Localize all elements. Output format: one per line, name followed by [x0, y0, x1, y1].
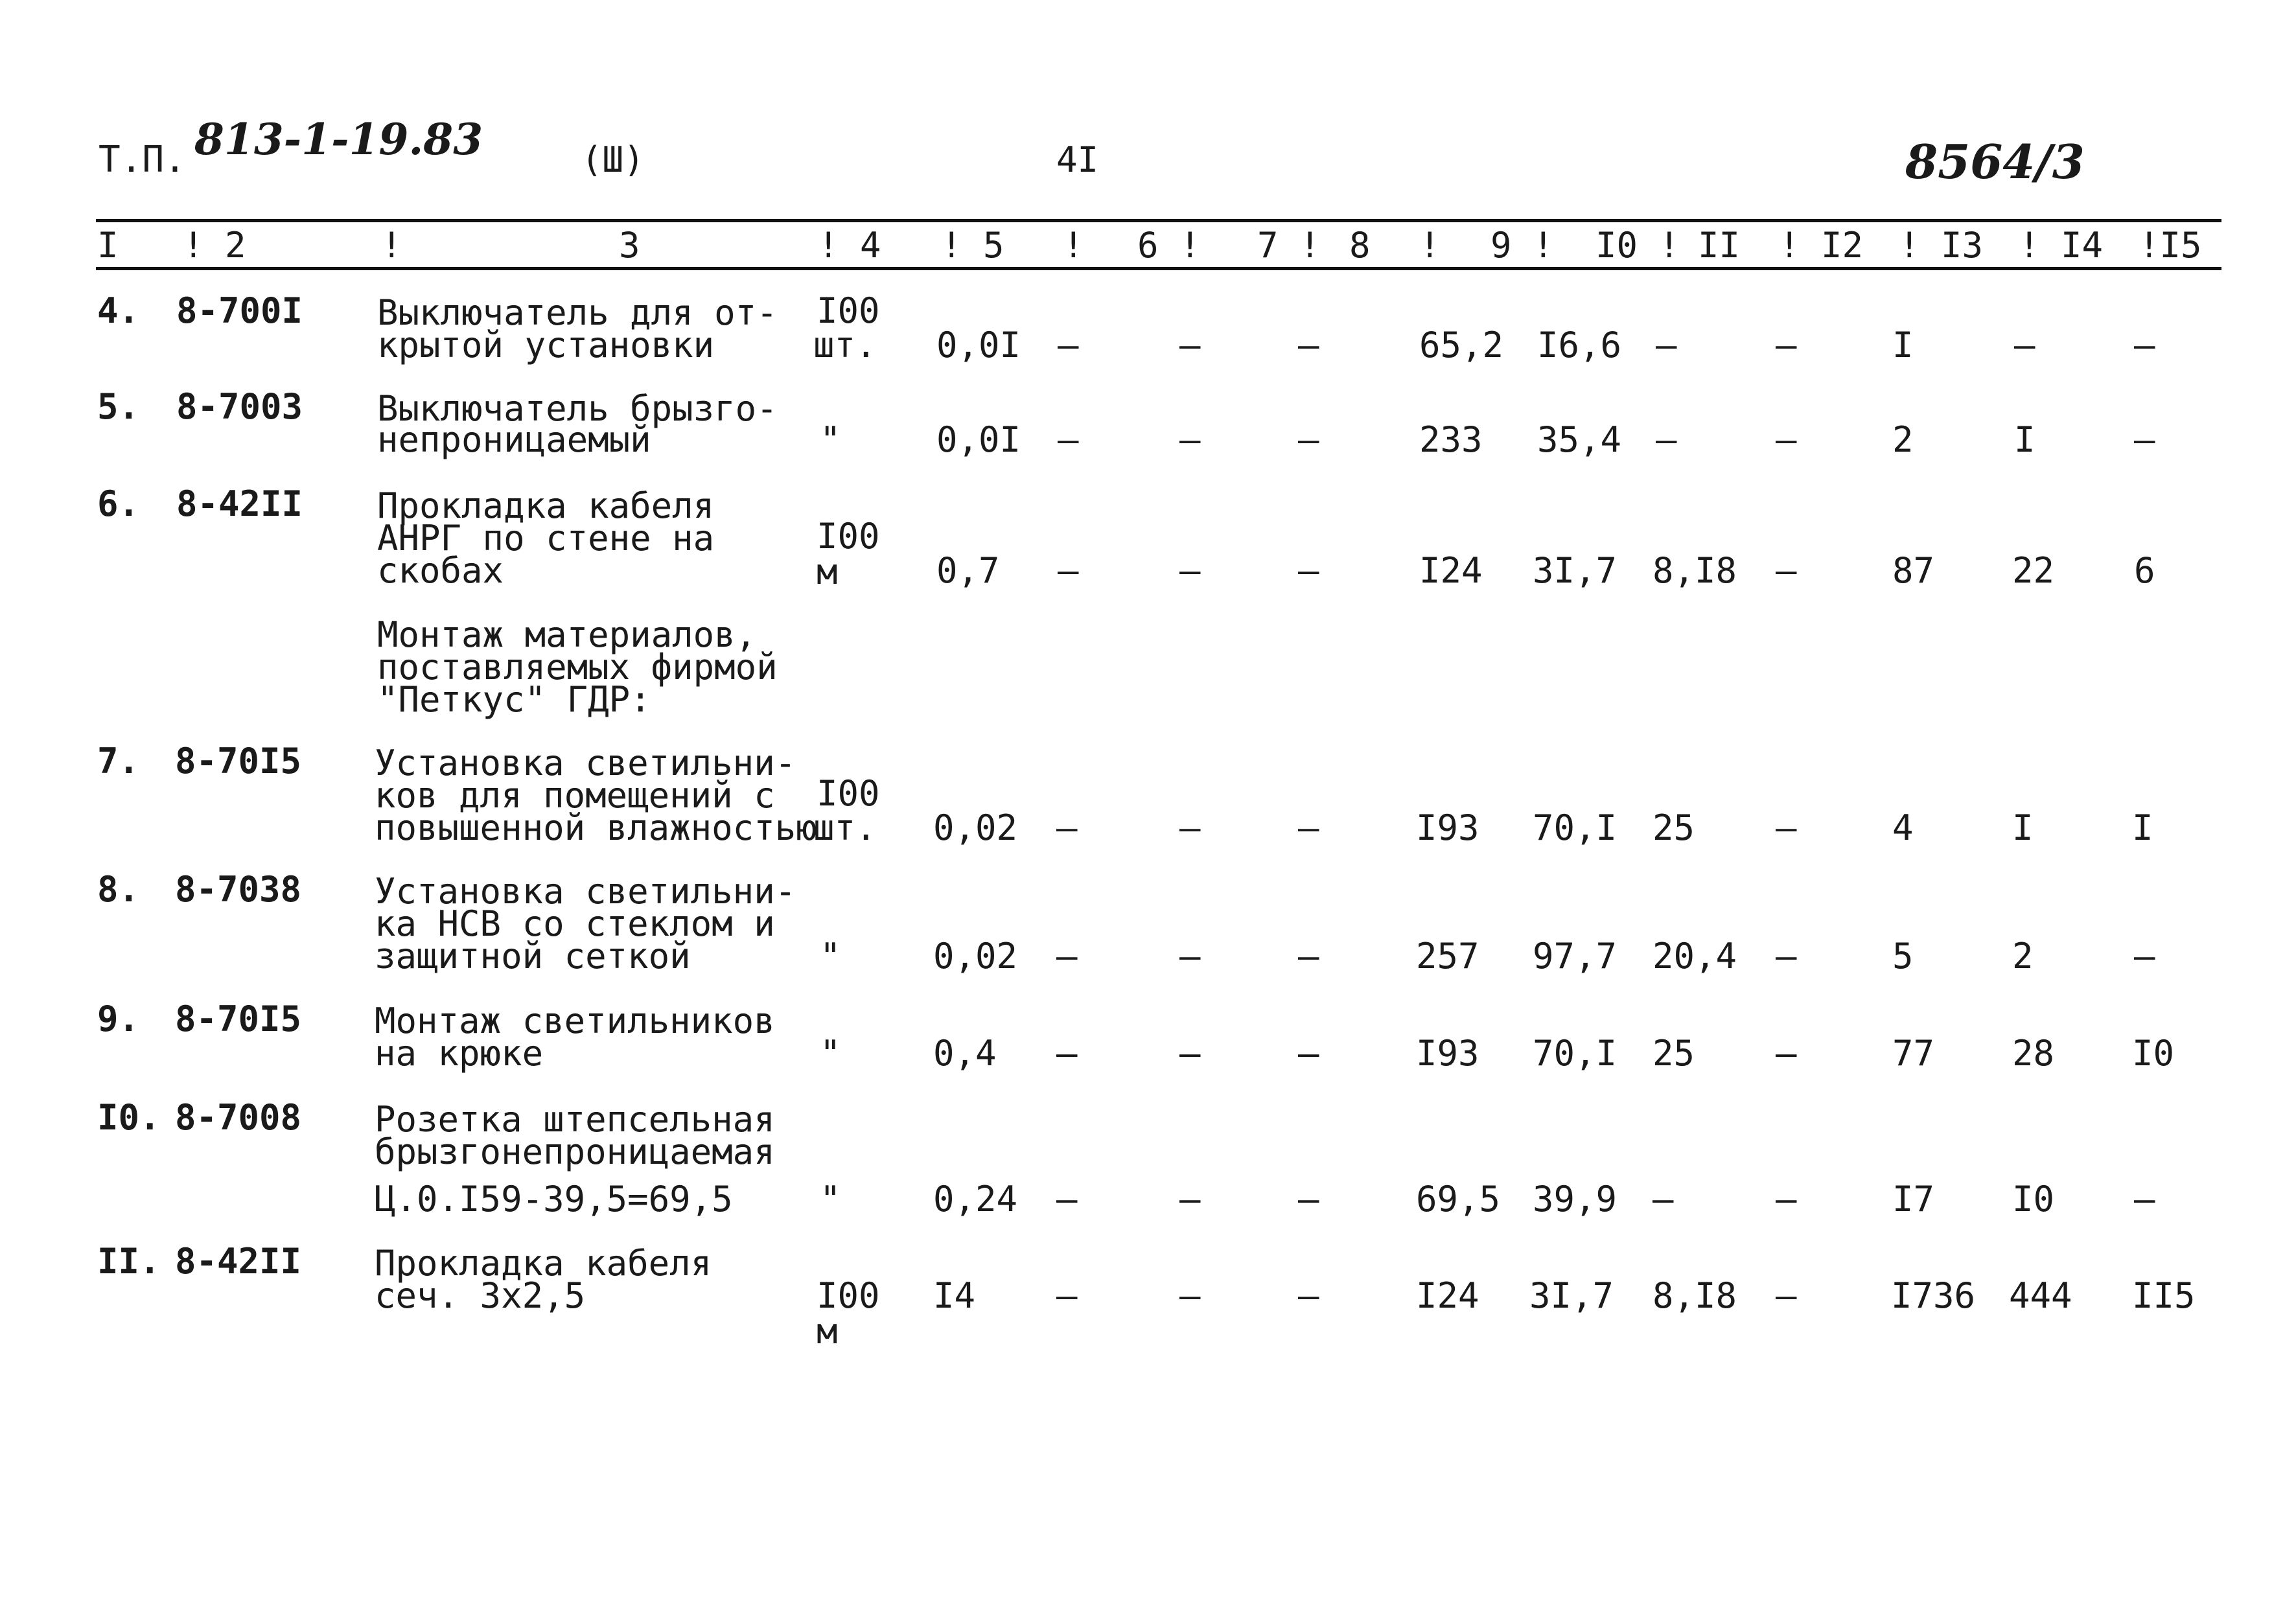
cell-col13: I	[1892, 325, 1914, 365]
rate-code: 8-42II	[175, 1241, 302, 1282]
row-number: 8.	[97, 869, 140, 910]
cell-col13: I7	[1892, 1179, 1935, 1220]
cell-col12: –	[1776, 936, 1797, 977]
work-description: сеч. 3х2,5	[375, 1275, 586, 1316]
col-header-12: ! I2	[1779, 225, 1864, 266]
cell-col10: 97,7	[1533, 936, 1618, 977]
cell-col15: I	[2132, 807, 2153, 848]
rate-code: 8-70I5	[175, 741, 302, 781]
cell-col10: 35,4	[1537, 419, 1622, 460]
col-header-6: 6 !	[1137, 225, 1201, 266]
col-header-5: ! 5	[941, 225, 1004, 266]
rate-code: 8-7008	[175, 1097, 302, 1138]
rate-code: 8-42II	[176, 483, 303, 524]
cell-col12: –	[1776, 1275, 1797, 1316]
rate-code: 8-7003	[176, 386, 303, 427]
cell-col8: –	[1298, 419, 1319, 460]
cell-col15: –	[2134, 419, 2155, 460]
row-number: 4.	[97, 290, 140, 331]
cell-col8: –	[1298, 550, 1319, 591]
row-number: 6.	[97, 483, 140, 524]
cell-col6: –	[1058, 550, 1079, 591]
cell-col14: 444	[2009, 1275, 2072, 1316]
cell-col11: 25	[1652, 1033, 1695, 1074]
work-description: Прокладка кабеля	[377, 485, 715, 526]
cell-col14: I0	[2012, 1179, 2055, 1220]
cell-col11: –	[1656, 325, 1677, 365]
cell-col9: 257	[1416, 936, 1479, 977]
row-number: 7.	[97, 741, 140, 781]
unit: I00	[817, 290, 880, 331]
cell-col10: 70,I	[1533, 807, 1618, 848]
unit: "	[820, 1033, 841, 1074]
cell-col6: –	[1058, 419, 1079, 460]
cell-col6: –	[1056, 1033, 1078, 1074]
cell-col8: –	[1298, 936, 1319, 977]
cell-col7: –	[1179, 325, 1201, 365]
quantity: 0,0I	[936, 419, 1021, 460]
col-header-8: 8	[1349, 225, 1371, 266]
cell-col15: II5	[2132, 1275, 2196, 1316]
col-header-9: 9 !	[1490, 225, 1554, 266]
cell-col12: –	[1776, 419, 1797, 460]
section-label: (Ш)	[581, 139, 645, 180]
note-line: поставляемых фирмой	[377, 647, 778, 688]
cell-col12: –	[1776, 550, 1797, 591]
rate-code: 8-700I	[176, 290, 303, 331]
quantity: 0,7	[936, 550, 1000, 591]
cell-col7: –	[1179, 1179, 1201, 1220]
cell-col13: 5	[1892, 936, 1914, 977]
cell-col11: –	[1652, 1179, 1674, 1220]
work-description: на крюке	[375, 1033, 544, 1074]
tp-prefix: Т.П.	[99, 139, 186, 181]
cell-col14: –	[2014, 325, 2035, 365]
cell-col15: –	[2134, 325, 2155, 365]
work-description: крытой установки	[377, 325, 715, 365]
cell-col7: –	[1179, 1033, 1201, 1074]
work-description: ков для помещений с	[375, 775, 775, 816]
col-header-2: ! 2	[183, 225, 246, 266]
unit: шт.	[813, 807, 877, 848]
cell-col10: 70,I	[1533, 1033, 1618, 1074]
quantity: 0,4	[933, 1033, 997, 1074]
cell-col13: I736	[1891, 1275, 1976, 1316]
cell-col8: –	[1298, 807, 1319, 848]
cell-col9: 233	[1419, 419, 1483, 460]
cell-col12: –	[1776, 325, 1797, 365]
cell-col8: –	[1298, 1275, 1319, 1316]
work-description: Монтаж светильников	[375, 1000, 775, 1041]
note-line: "Петкус" ГДР:	[377, 679, 651, 720]
cell-col12: –	[1776, 1179, 1797, 1220]
cell-col11: 8,I8	[1652, 550, 1737, 591]
cell-col11: 8,I8	[1652, 1275, 1737, 1316]
cell-col7: –	[1179, 1275, 1201, 1316]
work-description: скобах	[377, 550, 504, 591]
work-description: защитной сеткой	[375, 936, 691, 977]
unit: м	[817, 1311, 838, 1352]
unit: "	[820, 936, 841, 977]
cell-col7: –	[1179, 936, 1201, 977]
cell-col14: 28	[2012, 1033, 2055, 1074]
work-description: непроницаемый	[377, 419, 651, 460]
cell-col9: 65,2	[1419, 325, 1504, 365]
quantity: I4	[933, 1275, 976, 1316]
row-number: II.	[97, 1241, 161, 1282]
work-description: повышенной влажностью	[375, 807, 817, 848]
cell-col11: –	[1656, 419, 1677, 460]
col-header-11: II	[1698, 225, 1741, 266]
work-description: Прокладка кабеля	[375, 1243, 712, 1284]
unit: "	[820, 1179, 841, 1220]
cell-col10: 3I,7	[1533, 550, 1618, 591]
work-description: Установка светильни-	[375, 743, 796, 783]
cell-col7: –	[1179, 419, 1201, 460]
cell-col6: –	[1056, 1275, 1078, 1316]
work-description: ка НСВ со стеклом и	[375, 903, 775, 944]
cell-col13: 2	[1892, 419, 1914, 460]
cell-col13: 4	[1892, 807, 1914, 848]
quantity: 0,24	[933, 1179, 1018, 1220]
row-number: 5.	[97, 386, 140, 427]
cell-col12: –	[1776, 1033, 1797, 1074]
col-header-14: ! I4	[2019, 225, 2104, 266]
unit: I00	[817, 1275, 880, 1316]
quantity: 0,02	[933, 807, 1018, 848]
quantity: 0,0I	[936, 325, 1021, 365]
doc-code: 8564/3	[1905, 134, 2085, 189]
work-description: Выключатель брызго-	[377, 388, 778, 429]
cell-col10: I6,6	[1537, 325, 1622, 365]
cell-col15: –	[2134, 1179, 2155, 1220]
header-rule-bottom	[96, 267, 2221, 270]
quantity: 0,02	[933, 936, 1018, 977]
col-header-sep2: !	[1063, 225, 1084, 266]
col-header-7: 7 !	[1257, 225, 1321, 266]
cell-col11: 20,4	[1652, 936, 1737, 977]
cell-col13: 87	[1892, 550, 1935, 591]
tp-number: 813-1-19.83	[194, 114, 483, 165]
cell-col7: –	[1179, 550, 1201, 591]
note-line: Монтаж материалов,	[377, 614, 757, 655]
cell-col6: –	[1056, 1179, 1078, 1220]
unit: шт.	[813, 325, 877, 365]
work-description: АНРГ по стене на	[377, 518, 715, 559]
cell-col10: 39,9	[1533, 1179, 1618, 1220]
cell-col9: I93	[1416, 807, 1479, 848]
cell-col9: 69,5	[1416, 1179, 1501, 1220]
col-header-13: ! I3	[1899, 225, 1984, 266]
cell-col14: I	[2014, 419, 2035, 460]
cell-col6: –	[1056, 807, 1078, 848]
cell-col9: I24	[1419, 550, 1483, 591]
work-description: брызгонепроницаемая	[375, 1131, 775, 1172]
cell-col14: 22	[2012, 550, 2055, 591]
cell-col12: –	[1776, 807, 1797, 848]
cell-col10: 3I,7	[1529, 1275, 1614, 1316]
cell-col9: I93	[1416, 1033, 1479, 1074]
col-header-sep3: !	[1419, 225, 1441, 266]
col-header-3: 3	[619, 225, 640, 266]
work-description: Розетка штепсельная	[375, 1099, 775, 1140]
work-description: Установка светильни-	[375, 871, 796, 912]
col-header-1: I	[97, 225, 119, 266]
unit: м	[817, 551, 838, 592]
cell-col11: 25	[1652, 807, 1695, 848]
cell-col14: 2	[2012, 936, 2034, 977]
work-description: Ц.0.I59-39,5=69,5	[375, 1179, 733, 1220]
cell-col15: 6	[2134, 550, 2155, 591]
cell-col15: –	[2134, 936, 2155, 977]
row-number: I0.	[97, 1097, 161, 1138]
cell-col6: –	[1056, 936, 1078, 977]
cell-col8: –	[1298, 325, 1319, 365]
cell-col7: –	[1179, 807, 1201, 848]
work-description: Выключатель для от-	[377, 292, 778, 333]
cell-col14: I	[2012, 807, 2034, 848]
cell-col6: –	[1058, 325, 1079, 365]
rate-code: 8-7038	[175, 869, 302, 910]
unit: "	[820, 419, 841, 460]
row-number: 9.	[97, 999, 140, 1039]
col-header-10: I0 !	[1595, 225, 1680, 266]
rate-code: 8-70I5	[175, 999, 302, 1039]
unit: I00	[817, 773, 880, 814]
unit: I00	[817, 516, 880, 557]
cell-col15: I0	[2132, 1033, 2175, 1074]
col-header-4: ! 4	[818, 225, 881, 266]
col-header-sep: !	[381, 225, 402, 266]
cell-col9: I24	[1416, 1275, 1479, 1316]
cell-col8: –	[1298, 1033, 1319, 1074]
page-number: 4I	[1056, 139, 1099, 180]
col-header-15: !I5	[2139, 225, 2202, 266]
header-rule-top	[96, 219, 2221, 222]
cell-col8: –	[1298, 1179, 1319, 1220]
cell-col13: 77	[1892, 1033, 1935, 1074]
